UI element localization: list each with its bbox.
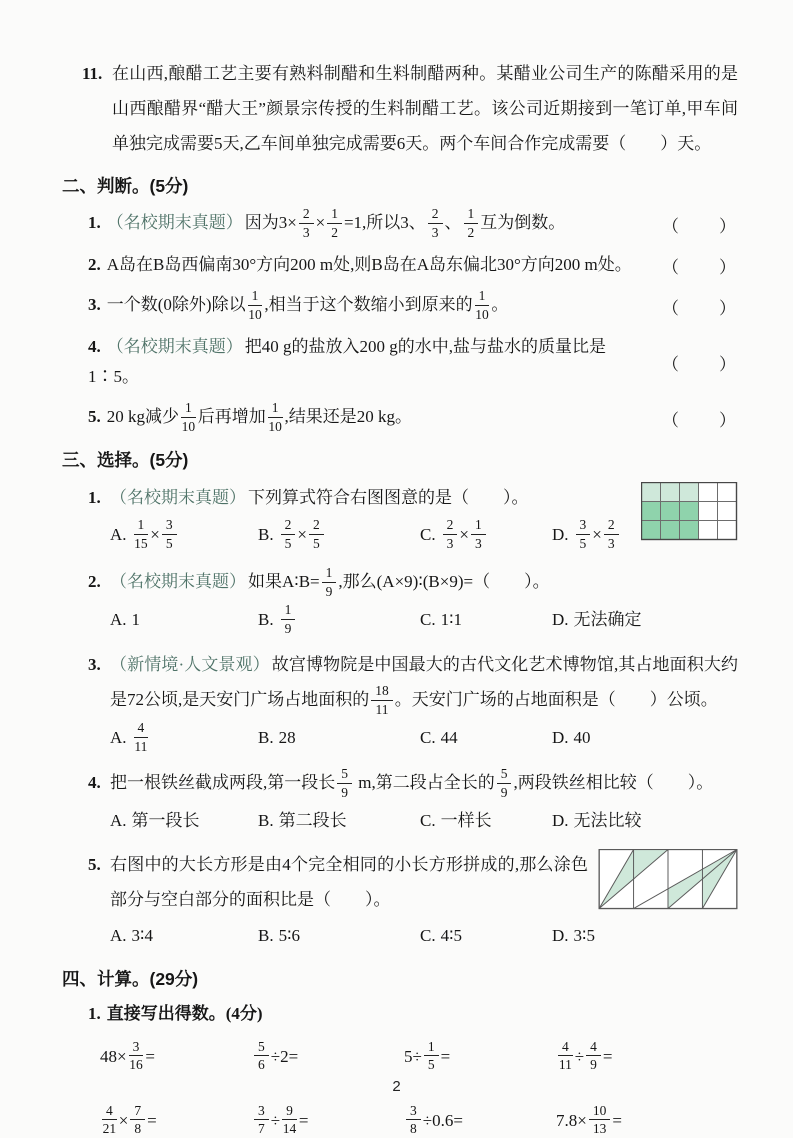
option-label: B. xyxy=(258,810,274,830)
section-calc-title: 四、计算。(29分) xyxy=(62,968,199,989)
question-number: 11. xyxy=(82,64,103,83)
judge-stem xyxy=(88,289,656,323)
fraction: $\frac{10}{13}$ xyxy=(589,1103,611,1137)
judge-stem xyxy=(88,401,656,435)
text-run: = xyxy=(145,1046,155,1066)
fraction: $\frac{3}{5}$ xyxy=(576,517,591,551)
fraction: $\frac{4}{9}$ xyxy=(586,1039,601,1073)
option-label: B. xyxy=(258,610,274,630)
question-number: 5. xyxy=(88,406,101,426)
option-A xyxy=(110,518,258,552)
text-run: = xyxy=(612,1110,622,1130)
fraction: $\frac{1}{9}$ xyxy=(322,565,337,599)
option-C xyxy=(420,805,552,837)
fraction: $\frac{4}{21}$ xyxy=(102,1102,117,1137)
text-run: ,那么(A×9)∶(B×9)=（ ）。 xyxy=(338,572,550,592)
choice-question-4 xyxy=(62,765,738,836)
text-run: 一个数(0除外)除以 xyxy=(106,294,246,314)
option-B xyxy=(258,518,420,552)
text-run: 1∶1 xyxy=(440,610,463,630)
option-label: C. xyxy=(420,925,436,945)
text-run: × xyxy=(118,1110,129,1130)
text-run: = xyxy=(440,1046,451,1066)
judge-item-2 xyxy=(88,250,738,280)
question-number: 3. xyxy=(88,294,101,314)
choice-question-1 xyxy=(62,480,738,554)
fraction: $\frac{3}{5}$ xyxy=(162,517,177,551)
option-C xyxy=(420,920,552,952)
judge-stem xyxy=(88,332,656,392)
option-B xyxy=(258,722,420,754)
choice-stem xyxy=(88,765,738,801)
option-label: B. xyxy=(258,728,274,748)
section-choice-title: 三、选择。(5分) xyxy=(62,450,189,471)
text-run: 4∶5 xyxy=(440,925,463,945)
fraction: $\frac{1}{2}$ xyxy=(327,206,342,240)
text-run: A岛在B岛西偏南30°方向200 m处,则B岛在A岛东偏北30°方向200 m处。 xyxy=(106,255,632,275)
question-number: 5. xyxy=(88,854,101,874)
option-C xyxy=(420,604,552,636)
option-label: C. xyxy=(420,610,436,630)
source-tag: （名校期末真题） xyxy=(110,572,246,592)
option-label: A. xyxy=(110,728,127,748)
text-run: 如果A∶B= xyxy=(248,572,320,592)
text-run: × xyxy=(459,525,469,545)
text-run: 。 xyxy=(491,294,509,314)
text-run: ,两段铁丝相比较（ ）。 xyxy=(513,773,714,793)
option-label: C. xyxy=(420,525,436,545)
question-number: 3. xyxy=(88,655,101,675)
option-label: C. xyxy=(420,810,436,830)
fraction: $\frac{1}{10}$ xyxy=(248,288,262,322)
text-run: 第一段长 xyxy=(131,810,200,830)
question-text xyxy=(112,64,738,153)
question-11 xyxy=(82,56,738,161)
text-run: 5÷ xyxy=(404,1046,422,1066)
option-A xyxy=(110,721,258,755)
fraction: $\frac{3}{7}$ xyxy=(254,1103,269,1137)
text-run: 一样长 xyxy=(440,810,492,830)
text-run: 在山西,酿醋工艺主要有熟料制醋和生料制醋两种。某醋业公司生产的陈醋采用的是山西酿醋界“醋大王”颜景宗传授的生料制醋工艺。该公司近期接到一笔订单,甲车间单独完成需要5天,乙车间单独完成需要6天。两个车间合作完成需要（ ）天。 xyxy=(112,64,738,153)
text-run: × xyxy=(592,525,602,545)
fraction: $\frac{18}{11}$ xyxy=(371,683,393,717)
text-run: 无法比较 xyxy=(573,810,642,830)
fraction: $\frac{1}{10}$ xyxy=(181,400,196,434)
judge-list xyxy=(62,207,738,435)
judge-item-4 xyxy=(88,332,738,392)
text-run: 、 xyxy=(444,212,462,232)
judge-item-1 xyxy=(88,207,738,241)
answer-blank: （ ） xyxy=(662,410,738,430)
options-row xyxy=(110,518,631,552)
option-D xyxy=(552,920,738,952)
fraction: $\frac{2}{3}$ xyxy=(428,206,443,240)
options-row xyxy=(110,805,738,837)
text-run: 因为3× xyxy=(244,212,297,232)
fraction: $\frac{1}{15}$ xyxy=(134,517,148,551)
question-number: 2. xyxy=(88,255,101,275)
option-A xyxy=(110,920,258,952)
calc-subtitle xyxy=(88,999,738,1024)
option-label: D. xyxy=(552,525,569,545)
text-run: 20 kg减少 xyxy=(106,406,179,426)
text-run: 7.8× xyxy=(556,1110,587,1130)
text-run: 1 xyxy=(131,610,141,630)
text-run: = xyxy=(147,1110,157,1130)
fraction: $\frac{1}{9}$ xyxy=(281,602,296,636)
text-run: 3∶5 xyxy=(573,925,595,945)
fraction: $\frac{7}{8}$ xyxy=(130,1103,145,1137)
fraction: $\frac{1}{5}$ xyxy=(424,1039,439,1073)
question-number: 1. xyxy=(88,488,101,508)
option-label: A. xyxy=(110,810,127,830)
source-tag: （名校期末真题） xyxy=(110,488,246,508)
fraction: $\frac{9}{14}$ xyxy=(282,1102,297,1137)
option-D xyxy=(552,805,738,837)
options-row xyxy=(110,721,738,755)
text-run: ÷ xyxy=(574,1046,585,1066)
text-run: 右图中的大长方形是由4个完全相同的小长方形拼成的,那么涂色部分与空白部分的面积比是（ ）。 xyxy=(110,854,588,909)
text-run: 下列算式符合右图图意的是（ ）。 xyxy=(248,488,529,508)
choice-question-5 xyxy=(62,847,738,954)
text-run: ,相当于这个数缩小到原来的 xyxy=(264,294,473,314)
option-label: C. xyxy=(420,728,436,748)
fraction: $\frac{5}{6}$ xyxy=(254,1039,269,1073)
text-run: 48× xyxy=(100,1046,127,1066)
choice-question-2 xyxy=(62,564,738,637)
choice-stem xyxy=(88,647,738,718)
options-row xyxy=(110,920,738,952)
option-A xyxy=(110,604,258,636)
judge-item-5 xyxy=(88,401,738,435)
sub-number: 1. xyxy=(88,1003,101,1023)
fraction: $\frac{1}{3}$ xyxy=(471,517,486,551)
text-run: 无法确定 xyxy=(573,610,642,630)
answer-blank: （ ） xyxy=(662,298,738,318)
choice-stem xyxy=(88,564,738,600)
option-label: D. xyxy=(552,610,569,630)
judge-stem xyxy=(88,207,656,241)
choice-list xyxy=(62,480,738,953)
text-run: 3∶4 xyxy=(131,925,153,945)
options-row xyxy=(110,603,738,637)
fraction: $\frac{5}{9}$ xyxy=(497,766,512,800)
option-B xyxy=(258,920,420,952)
text-run: ÷2= xyxy=(270,1046,299,1066)
fraction: $\frac{2}{3}$ xyxy=(299,206,314,240)
page-number: 2 xyxy=(392,1078,401,1095)
text-run: m,第二段占全长的 xyxy=(354,773,495,793)
option-label: B. xyxy=(258,925,274,945)
text-run: 后再增加 xyxy=(197,406,266,426)
calc-item-3 xyxy=(404,1040,556,1074)
option-C xyxy=(420,722,552,754)
text-run: 5∶6 xyxy=(278,925,301,945)
answer-blank: （ ） xyxy=(662,216,738,236)
option-B xyxy=(258,805,420,837)
choice-question-3 xyxy=(62,647,738,755)
text-run: 把40 g的盐放入200 g的水中,盐与盐水的质量比是1∶5。 xyxy=(88,337,606,387)
text-run: = xyxy=(298,1110,309,1130)
option-C xyxy=(420,518,552,552)
fraction: $\frac{2}{5}$ xyxy=(309,517,324,551)
question-number: 1. xyxy=(88,212,101,232)
text-run: = xyxy=(602,1046,613,1066)
question-number: 2. xyxy=(88,572,101,592)
fraction: $\frac{3}{16}$ xyxy=(129,1038,143,1073)
question-number: 4. xyxy=(88,337,101,357)
text-run: 44 xyxy=(440,728,458,748)
choice-stem xyxy=(88,847,738,917)
text-run: × xyxy=(150,525,160,545)
fraction: $\frac{4}{11}$ xyxy=(558,1038,572,1073)
calc-item-2 xyxy=(252,1040,404,1074)
option-label: D. xyxy=(552,810,569,830)
text-run: 把一根铁丝截成两段,第一段长 xyxy=(110,773,336,793)
fraction: $\frac{4}{11}$ xyxy=(134,720,148,754)
text-run: ÷ xyxy=(270,1110,281,1130)
judge-stem xyxy=(88,250,656,280)
text-run: =1,所以3、 xyxy=(343,212,426,232)
judge-item-3 xyxy=(88,289,738,323)
text-run: 第二段长 xyxy=(278,810,347,830)
section-judge-title: 二、判断。(5分) xyxy=(62,176,189,196)
text-run: × xyxy=(297,525,307,545)
choice-stem xyxy=(88,480,738,515)
text-run: 28 xyxy=(278,728,296,748)
text-run: 故宫博物院是中国最大的古代文化艺术博物馆,其占地面积大约是72公顷,是天安门广场占地面积的 xyxy=(110,655,738,710)
text-run: ,结果还是20 kg。 xyxy=(284,406,412,426)
answer-blank: （ ） xyxy=(662,354,738,374)
calc-item-4 xyxy=(556,1040,738,1074)
fraction: $\frac{5}{9}$ xyxy=(337,766,352,800)
fraction: $\frac{3}{8}$ xyxy=(406,1103,421,1137)
sub-title-text: 直接写出得数。(4分) xyxy=(106,1003,263,1023)
fraction: $\frac{1}{2}$ xyxy=(464,206,479,240)
source-tag: （名校期末真题） xyxy=(106,212,243,232)
option-B xyxy=(258,603,420,637)
text-run: 。天安门广场的占地面积是（ ）公顷。 xyxy=(394,690,718,710)
option-D xyxy=(552,722,738,754)
fraction: $\frac{2}{3}$ xyxy=(443,517,458,551)
fraction: $\frac{1}{10}$ xyxy=(268,400,282,434)
source-tag: （名校期末真题） xyxy=(106,337,243,357)
text-run: × xyxy=(315,212,326,232)
question-number: 4. xyxy=(88,773,101,793)
calc-item-1 xyxy=(100,1040,252,1074)
option-label: B. xyxy=(258,525,274,545)
text-run: ÷0.6= xyxy=(422,1110,463,1130)
option-label: A. xyxy=(110,610,127,630)
answer-blank: （ ） xyxy=(662,257,738,277)
option-D xyxy=(552,604,738,636)
source-tag: （新情境·人文景观） xyxy=(110,655,270,675)
option-label: A. xyxy=(110,925,127,945)
option-A xyxy=(110,805,258,837)
text-run: 互为倒数。 xyxy=(480,212,566,232)
option-label: A. xyxy=(110,525,127,545)
text-run: 40 xyxy=(573,728,591,748)
fraction: $\frac{2}{5}$ xyxy=(281,517,296,551)
fraction: $\frac{2}{3}$ xyxy=(604,517,619,551)
option-label: D. xyxy=(552,728,569,748)
option-D xyxy=(552,518,631,552)
option-label: D. xyxy=(552,925,569,945)
fraction: $\frac{1}{10}$ xyxy=(475,288,489,322)
